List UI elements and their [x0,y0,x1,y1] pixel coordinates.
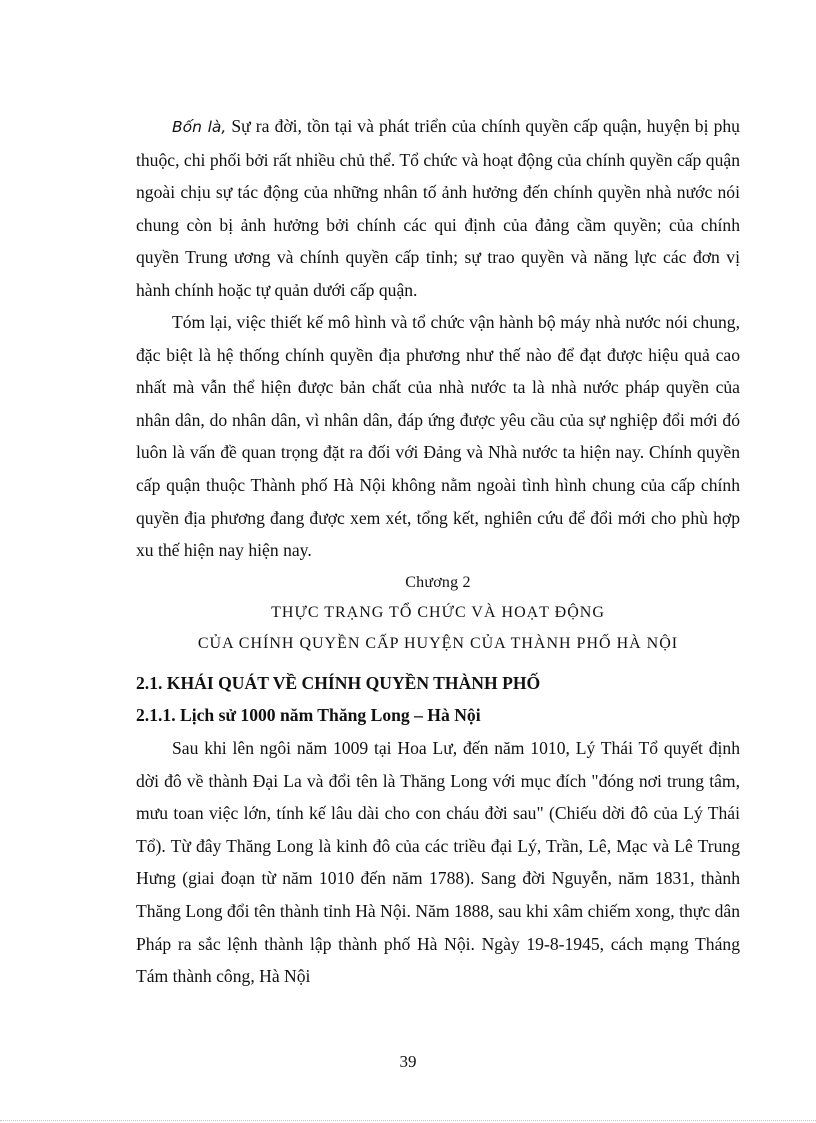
page-bottom-divider [0,1120,816,1121]
subsection-heading: 2.1.1. Lịch sử 1000 năm Thăng Long – Hà Nội [136,705,481,725]
paragraph-1-text: Sự ra đời, tồn tại và phát triển của chính quyền cấp quận, huyện bị phụ thuộc, chi phối bởi rất nhiều chủ thể. Tổ chức và hoạt động của chính quyền cấp quận ngoài chịu sự tác động của những nhân tố ảnh hưởng đến chính quyền nhà nước nói chung còn bị ảnh hưởng bởi chính các qui định của đảng cầm quyền; của chính quyền Trung ương và chính quyền cấp tỉnh; sự trao quyền và năng lực các đơn vị hành chính hoặc tự quản dưới cấp quận. [136,116,740,300]
paragraph-lead: Bốn là, [172,118,227,136]
chapter-title-line-2: CỦA CHÍNH QUYỀN CẤP HUYỆN CỦA THÀNH PHỐ HÀ NỘI [197,635,679,652]
paragraph-3 [136,732,740,993]
page-number: 39 [399,1052,417,1071]
chapter-number: Chương 2 [405,574,471,591]
paragraph-3-text: Sau khi lên ngôi năm 1009 tại Hoa Lư, đến năm 1010, Lý Thái Tổ quyết định dời đô về thành Đại La và đổi tên là Thăng Long với mục đích "đóng nơi trung tâm, mưu toan việc lớn, tính kế lâu dài cho con cháu đời sau" (Chiếu dời đô của Lý Thái Tổ). Từ đây Thăng Long là kinh đô của các triều đại Lý, Trần, Lê, Mạc và Lê Trung Hưng (giai đoạn từ năm 1010 đến năm 1788). Sang đời Nguyễn, năm 1831, thành Thăng Long đổi tên thành tỉnh Hà Nội. Năm 1888, sau khi xâm chiếm xong, thực dân Pháp ra sắc lệnh thành lập thành phố Hà Nội. Ngày 19-8-1945, cách mạng Tháng Tám thành công, Hà Nội [136,738,740,987]
section-heading: 2.1. KHÁI QUÁT VỀ CHÍNH QUYỀN THÀNH PHỐ [136,673,541,693]
paragraph-1 [136,110,740,307]
paragraph-2 [136,306,740,567]
chapter-title-line-1: THỰC TRẠNG TỔ CHỨC VÀ HOẠT ĐỘNG [271,604,605,621]
paragraph-2-text: Tóm lại, việc thiết kế mô hình và tổ chức vận hành bộ máy nhà nước nói chung, đặc biệt là hệ thống chính quyền địa phương như thế nào để đạt được hiệu quả cao nhất mà vẫn thể hiện được bản chất của nhà nước ta là nhà nước pháp quyền của nhân dân, do nhân dân, vì nhân dân, đáp ứng được yêu cầu của sự nghiệp đổi mới đó luôn là vấn đề quan trọng đặt ra đối với Đảng và Nhà nước ta hiện nay. Chính quyền cấp quận thuộc Thành phố Hà Nội không nằm ngoài tình hình chung của cấp chính quyền địa phương đang được xem xét, tổng kết, nghiên cứu để đổi mới cho phù hợp xu thế hiện nay hiện nay. [136,312,740,561]
